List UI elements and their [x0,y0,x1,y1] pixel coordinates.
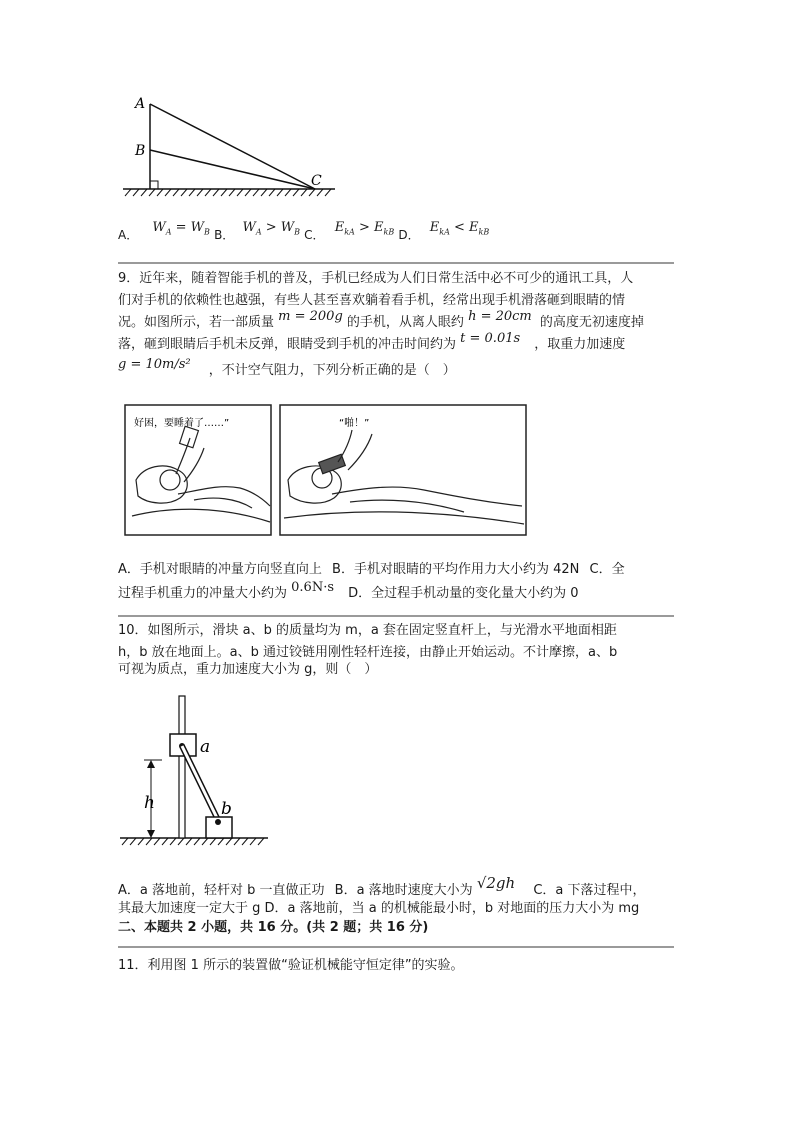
q8-option-a-prefix: A． [118,228,139,242]
q9-option-a: A．手机对眼睛的冲量方向竖直向上 [118,562,322,577]
q8-option-d-math: $E_{kA} < E_{kB}$ [429,220,490,237]
q8-option-d-prefix: D． [398,228,420,242]
q10-option-a: A．a 落地前，轻杆对 b 一直做正功 [118,883,325,898]
q8-option-c-prefix: C． [304,228,325,242]
incline-figure [115,92,345,202]
q9-option-d: D．全过程手机动量的变化量大小约为 0 [348,586,579,601]
q9-option-c-text: 过程手机重力的冲量大小约为 [118,586,288,601]
q9-height: h = 20cm [468,309,532,324]
q9-line-5 [118,357,456,382]
phone-comic-figure [124,404,528,540]
q9-line-4-text-b: ，取重力加速度 [534,337,626,352]
q9-option-c-math: 0.6N·s [291,580,335,595]
q10-option-c-prefix: C．a 下落过程中， [533,883,646,898]
q9-line-3-text-b: 的手机，从离人眼约 [346,315,464,330]
sleeping-person-right [284,430,524,524]
fig8-label-c: C [311,173,322,189]
sleeping-person-left [132,426,270,522]
comic-right-caption: “啪！” [339,418,370,429]
q9-mass: m = 200g [278,309,343,324]
q9-line-3 [118,309,644,334]
section-2-heading: 二、本题共 2 小题，共 16 分。(共 2 题；共 16 分) [118,920,429,935]
q9-options-line-2 [118,580,579,605]
q10-option-d: D．a 落地前，当 a 的机械能最小时，b 对地面的压力大小为 mg [264,901,640,916]
q9-line-3-text-a: 况。如图所示，若一部质量 [118,315,275,330]
q10-option-b: B．a 落地时速度大小为 [334,883,473,898]
rod-blocks-figure [118,690,278,850]
fig10-label-a: a [200,737,211,757]
q10-line-1: 10．如图所示，滑块 a、b 的质量均为 m，a 套在固定竖直杆上，与光滑水平地面相距 [118,623,617,638]
q9-option-b: B．手机对眼睛的平均作用力大小约为 42N [332,562,580,577]
fig10-label-h: h [144,793,155,813]
q8-options [118,220,490,252]
q8-option-a-math: $W_A = W_B$ [152,220,210,237]
q9-options-line-1 [118,559,625,581]
divider [118,615,674,617]
fig8-label-a: A [135,96,146,112]
q10-option-b-math: √2gh [476,874,516,892]
fig8-label-b: B [135,143,146,159]
q10-line-2: h，b 放在地面上。a、b 通过铰链用刚性轻杆连接，由静止开始运动。不计摩擦，a、b [118,645,618,660]
q9-option-c-prefix: C．全 [589,562,625,577]
q10-line-3: 可视为质点，重力加速度大小为 g，则（ ） [118,662,378,677]
q9-gravity: g = 10m/s² [118,357,191,372]
q9-line-3-text-c: 的高度无初速度掉 [539,315,644,330]
q9-line-1: 9．近年来，随着智能手机的普及，手机已经成为人们日常生活中必不可少的通讯工具，人 [118,271,634,286]
q10-option-c-text: 其最大加速度一定大于 g [118,901,261,916]
divider [118,262,674,264]
fig10-label-b: b [221,799,232,819]
q8-option-b-math: $W_A > W_B$ [242,220,301,237]
q8-option-b-prefix: B． [214,228,235,242]
q9-line-4-text-a: 落，砸到眼睛后手机未反弹，眼睛受到手机的冲击时间约为 [118,337,457,352]
q8-option-c-math: $E_{kA} > E_{kB}$ [334,220,395,237]
q11-text: 11．利用图 1 所示的装置做“验证机械能守恒定律”的实验。 [118,958,464,973]
q9-line-4 [118,331,626,356]
q9-line-5-text: ，不计空气阻力，下列分析正确的是（ ） [208,363,456,378]
comic-left-caption: 好困，要睡着了……” [134,418,230,429]
q9-line-2: 们对手机的依赖性也越强，有些人甚至喜欢躺着看手机，经常出现手机滑落砸到眼睛的情 [118,293,626,308]
q9-time: t = 0.01s [460,331,521,346]
divider [118,946,674,948]
